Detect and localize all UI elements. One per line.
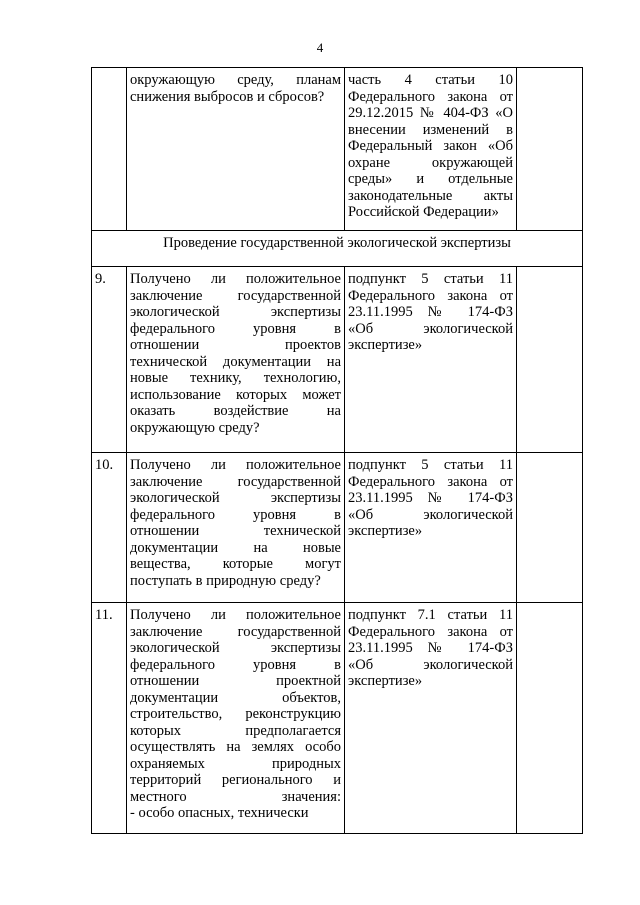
- question-cell: [127, 603, 345, 834]
- checklist-table: [91, 67, 583, 834]
- law-reference-line: среды» и отдельные: [348, 171, 513, 187]
- row-number: [92, 68, 127, 231]
- question-text-line: использование которых может: [130, 386, 341, 403]
- row-number: 10.: [92, 453, 127, 603]
- law-reference-line: Российской Федерации»: [348, 204, 499, 220]
- law-reference-line: экспертизе»: [348, 673, 423, 689]
- question-cell: [127, 453, 345, 603]
- answer-cell: [517, 68, 583, 231]
- section-title: Проведение государственной экологической экспертизы: [92, 231, 583, 267]
- law-reference-line: Федерального закона от: [348, 88, 513, 105]
- question-cell: [127, 68, 345, 231]
- question-text-line: местного значения:: [130, 788, 341, 805]
- law-reference-line: законодательные акты: [348, 187, 513, 204]
- answer-cell: [517, 603, 583, 834]
- question-text-line: окружающую среду, планам: [130, 72, 341, 88]
- law-reference-line: экспертизе»: [348, 523, 423, 539]
- question-text-line: поступать в природную среду?: [130, 572, 321, 589]
- question-text-line: Получено ли положительное: [130, 457, 341, 473]
- law-reference-line: охране окружающей: [348, 154, 513, 171]
- law-reference-cell: [345, 68, 517, 231]
- answer-cell: [517, 267, 583, 453]
- law-reference-line: часть 4 статьи 10: [348, 72, 513, 88]
- question-text-line: окружающую среду?: [130, 419, 260, 436]
- law-reference-line: подпункт 5 статьи 11: [348, 457, 513, 473]
- law-reference-line: Федерального закона от: [348, 287, 513, 304]
- question-text-line: новые технику, технологию,: [130, 370, 341, 386]
- table-row: [92, 267, 583, 453]
- question-text-line: оказать воздействие на: [130, 403, 341, 419]
- law-reference-line: Федерального закона от: [348, 473, 513, 490]
- law-reference-line: 29.12.2015 № 404-ФЗ «О: [348, 105, 513, 121]
- table-row: [92, 603, 583, 834]
- question-text-line: - особо опасных, технически: [130, 805, 309, 821]
- row-number: 9.: [92, 267, 127, 453]
- question-text-line: экологической экспертизы: [130, 490, 341, 506]
- question-text-line: осуществлять на землях особо: [130, 739, 341, 755]
- question-text-line: экологической экспертизы: [130, 304, 341, 320]
- law-reference-line: внесении изменений в: [348, 121, 513, 138]
- law-reference-line: «Об экологической: [348, 320, 513, 337]
- question-text-line: документации объектов,: [130, 689, 341, 706]
- question-text-line: территорий регионального и: [130, 772, 341, 788]
- question-text-line: отношении проектной: [130, 673, 341, 689]
- law-reference-cell: [345, 453, 517, 603]
- law-reference-line: подпункт 5 статьи 11: [348, 271, 513, 287]
- question-text-line: федерального уровня в: [130, 320, 341, 337]
- law-reference-cell: [345, 603, 517, 834]
- question-text-line: вещества, которые могут: [130, 556, 341, 572]
- question-text-line: заключение государственной: [130, 623, 341, 640]
- law-reference-line: подпункт 7.1 статьи 11: [348, 607, 513, 623]
- question-text-line: снижения выбросов и сбросов?: [130, 88, 325, 105]
- law-reference-line: Федеральный закон «Об: [348, 138, 513, 154]
- page-number: 4: [316, 40, 324, 55]
- question-text-line: федерального уровня в: [130, 506, 341, 523]
- law-reference-line: «Об экологической: [348, 656, 513, 673]
- question-text-line: технической документации на: [130, 353, 341, 370]
- law-reference-line: 23.11.1995 № 174-ФЗ: [348, 490, 513, 506]
- law-reference-line: Федерального закона от: [348, 623, 513, 640]
- question-text-line: охраняемых природных: [130, 755, 341, 772]
- question-text-line: экологической экспертизы: [130, 640, 341, 656]
- law-reference-line: экспертизе»: [348, 337, 423, 353]
- table-row: [92, 453, 583, 603]
- question-text-line: Получено ли положительное: [130, 271, 341, 287]
- question-text-line: отношении технической: [130, 523, 341, 539]
- question-text-line: отношении проектов: [130, 337, 341, 353]
- question-text-line: строительство, реконструкцию: [130, 706, 341, 722]
- table-row: [92, 68, 583, 231]
- question-cell: [127, 267, 345, 453]
- law-reference-line: «Об экологической: [348, 506, 513, 523]
- answer-cell: [517, 453, 583, 603]
- question-text-line: Получено ли положительное: [130, 607, 341, 623]
- section-row: [92, 231, 583, 267]
- law-reference-line: 23.11.1995 № 174-ФЗ: [348, 640, 513, 656]
- question-text-line: документации на новые: [130, 539, 341, 556]
- question-text-line: которых предполагается: [130, 722, 341, 739]
- law-reference-line: 23.11.1995 № 174-ФЗ: [348, 304, 513, 320]
- question-text-line: заключение государственной: [130, 473, 341, 490]
- question-text-line: федерального уровня в: [130, 656, 341, 673]
- law-reference-cell: [345, 267, 517, 453]
- row-number: 11.: [92, 603, 127, 834]
- question-text-line: заключение государственной: [130, 287, 341, 304]
